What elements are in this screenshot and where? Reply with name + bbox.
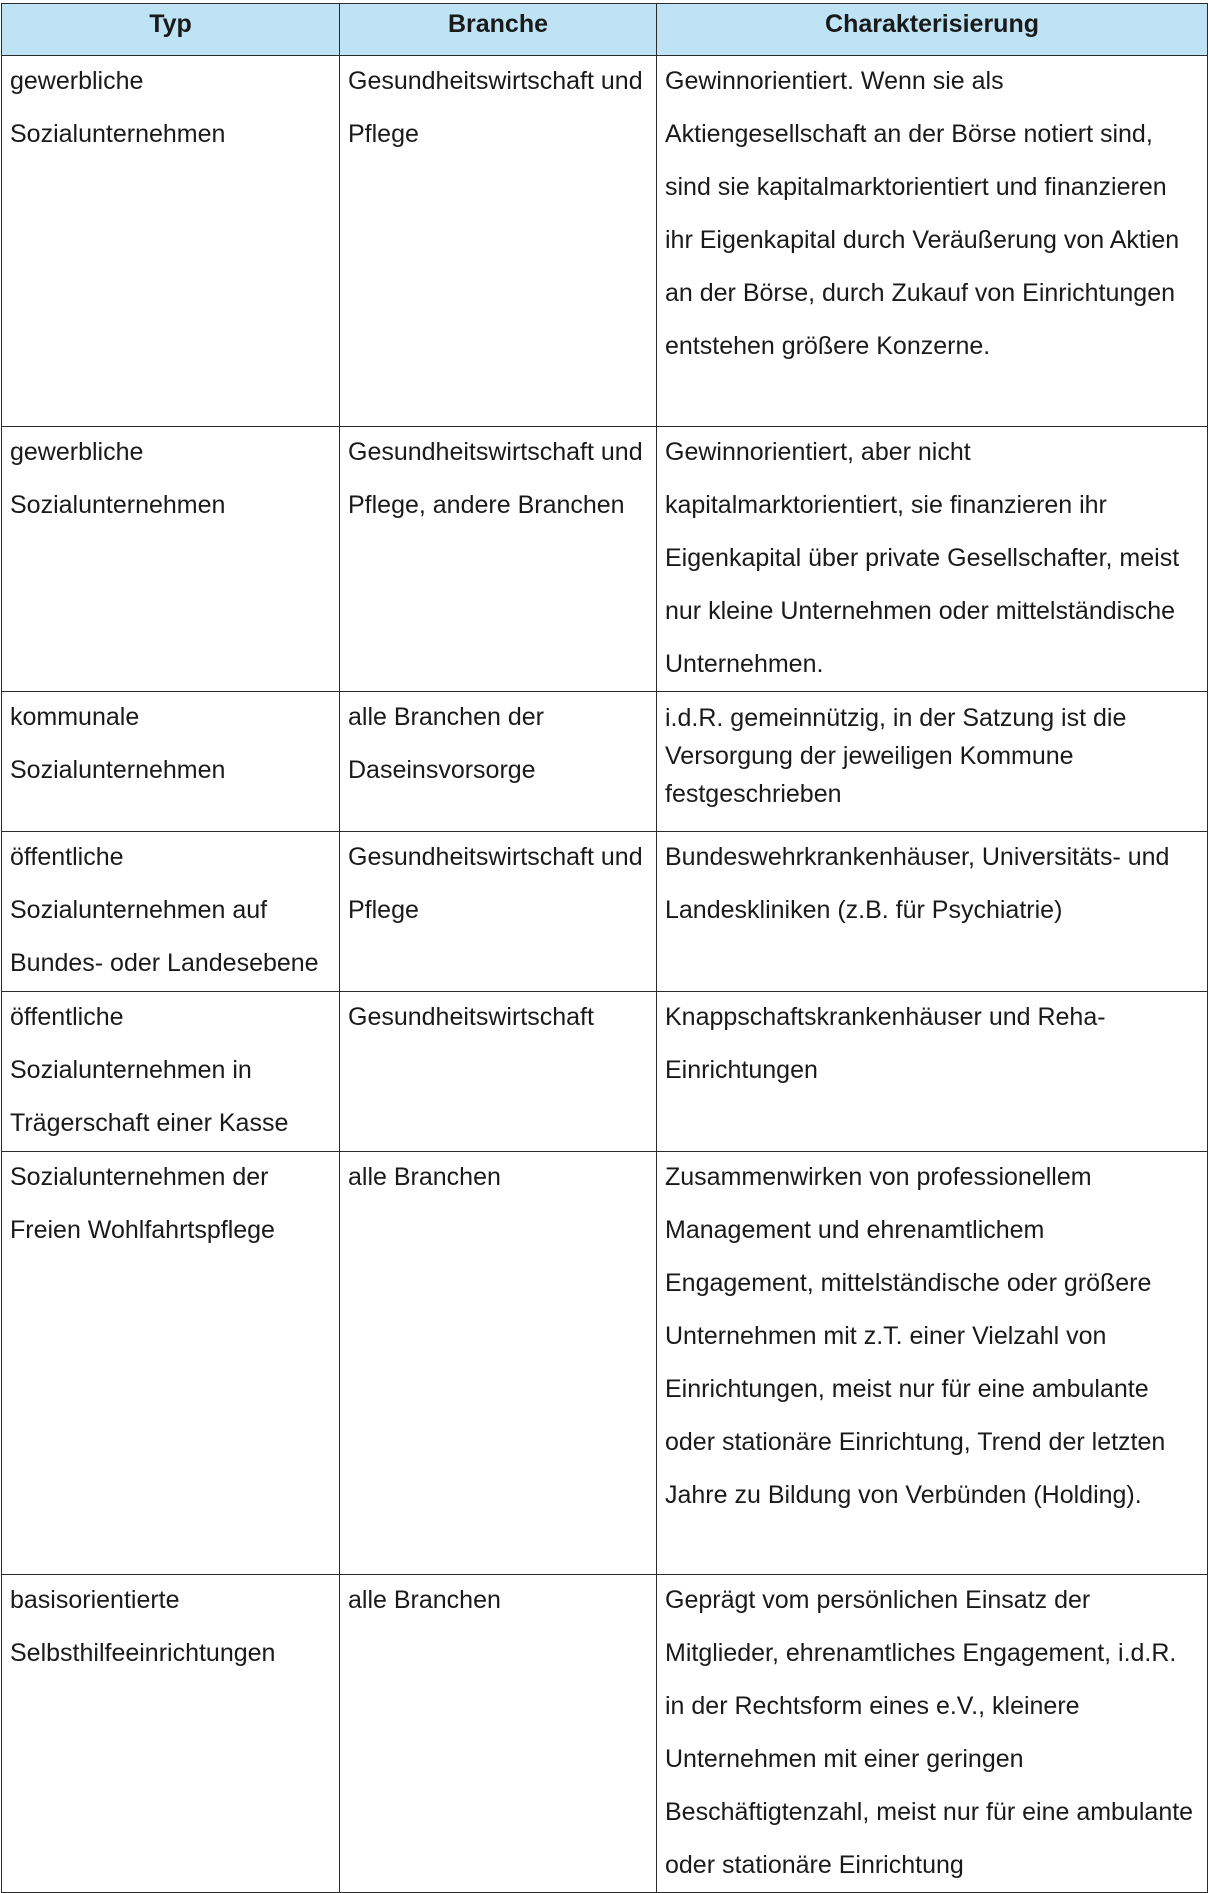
cell-text: alle Branchen [348,1163,501,1191]
cell-text: Gewinnorientiert. Wenn sie als Aktiengesellschaft an der Börse notiert sind, sind sie kapitalmarktorientiert und finanzieren ihr Eigenkapital durch Veräußerung von Aktien an der Börse, durch Zukauf von Einrichtungen entstehen größere Konzerne. [665,67,1180,360]
cell-charakterisierung [657,1152,1208,1575]
cell-branche [340,832,657,992]
cell-branche [340,56,657,427]
table-row [2,56,1208,427]
cell-text: basisorientierte Selbsthilfeeinrichtungen [10,1586,276,1667]
cell-text: i.d.R. gemeinnützig, in der Satzung ist die Versorgung der jeweiligen Kommune festgeschrieben [665,704,1127,808]
cell-branche [340,427,657,692]
cell-branche [340,1152,657,1575]
cell-text: Sozialunternehmen der Freien Wohlfahrtspflege [10,1163,275,1244]
cell-typ [2,832,340,992]
cell-charakterisierung [657,1575,1208,1893]
cell-branche [340,1575,657,1893]
cell-text: Geprägt vom persönlichen Einsatz der Mitglieder, ehrenamtliches Engagement, i.d.R. in der Rechtsform eines e.V., kleinere Unternehmen mit einer geringen Beschäftigtenzahl, meist nur für eine ambulante oder stationäre Einrichtung [665,1586,1194,1879]
cell-text: gewerbliche Sozialunternehmen [10,438,226,519]
table-row [2,1152,1208,1575]
cell-text: Gewinnorientiert, aber nicht kapitalmarktorientiert, sie finanzieren ihr Eigenkapital über private Gesellschafter, meist nur kleine Unternehmen oder mittelständische Unternehmen. [665,438,1180,678]
cell-charakterisierung [657,832,1208,992]
cell-text: öffentliche Sozialunternehmen auf Bundes- oder Landesebene [10,843,319,977]
cell-typ [2,427,340,692]
cell-text: Gesundheitswirtschaft und Pflege [348,843,643,924]
table-row [2,992,1208,1152]
cell-typ [2,992,340,1152]
cell-text: Zusammenwirken von professionellem Management und ehrenamtlichem Engagement, mittelständische oder größere Unternehmen mit z.T. einer Vielzahl von Einrichtungen, meist nur für eine ambulante oder stationäre Einrichtung, Trend der letzten Jahre zu Bildung von Verbünden (Holding). [665,1163,1166,1509]
cell-branche [340,992,657,1152]
cell-text: Knappschaftskrankenhäuser und Reha-Einrichtungen [665,1003,1106,1084]
table-row [2,1575,1208,1893]
cell-typ [2,1575,340,1893]
cell-charakterisierung [657,992,1208,1152]
header-typ: Typ [2,4,340,56]
cell-text: Gesundheitswirtschaft und Pflege [348,67,643,148]
cell-charakterisierung [657,692,1208,832]
cell-typ [2,56,340,427]
cell-text: öffentliche Sozialunternehmen in Trägerschaft einer Kasse [10,1003,289,1137]
sozialunternehmen-table [1,3,1208,1893]
cell-text: Gesundheitswirtschaft und Pflege, andere Branchen [348,438,643,519]
cell-text: Bundeswehrkrankenhäuser, Universitäts- und Landeskliniken (z.B. für Psychiatrie) [665,843,1170,924]
cell-text: alle Branchen der Daseinsvorsorge [348,703,544,784]
header-charakterisierung: Charakterisierung [657,4,1208,56]
table-row [2,427,1208,692]
header-branche: Branche [340,4,657,56]
table-row [2,692,1208,832]
cell-text: gewerbliche Sozialunternehmen [10,67,226,148]
table-row [2,832,1208,992]
cell-typ [2,1152,340,1575]
cell-text: kommunale Sozialunternehmen [10,703,226,784]
table-header-row [2,4,1208,56]
cell-typ [2,692,340,832]
cell-text: Gesundheitswirtschaft [348,1003,594,1031]
cell-text: alle Branchen [348,1586,501,1614]
cell-charakterisierung [657,56,1208,427]
cell-branche [340,692,657,832]
cell-charakterisierung [657,427,1208,692]
